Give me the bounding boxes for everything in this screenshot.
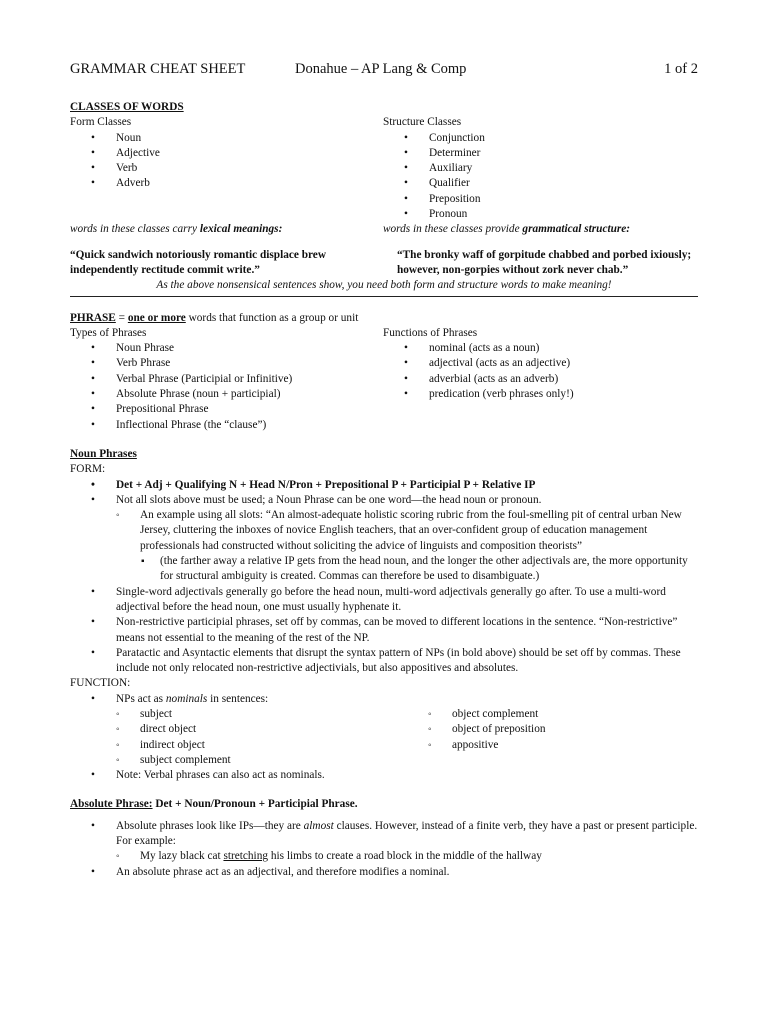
- list-item: • Note: Verbal phrases can also act as nominals.: [70, 768, 698, 783]
- example-underlined: stretching: [223, 850, 268, 863]
- note-bold: lexical meanings:: [199, 223, 283, 236]
- list-item: • Verb: [70, 161, 383, 176]
- quote-left: “Quick sandwich notoriously romantic displace brew independently rectitude commit write.”: [70, 248, 326, 276]
- phrase-types-column: [70, 326, 383, 433]
- sub-list: [70, 849, 698, 864]
- nonsense-quotes: [70, 248, 698, 279]
- form-label: FORM:: [70, 463, 106, 476]
- quote-right: “The bronky waff of gorpitude chabbed and porbed ixiously; however, non-gorpies without zork never chab.”: [397, 248, 692, 276]
- form-classes-note: [70, 222, 383, 237]
- list-item: • Single-word adjectivals generally go before the head noun, multi-word adjectivals generally go after. To use a multi-word adjectival before the head noun, one must usually hyphenate it.: [70, 585, 698, 616]
- list-item: • Noun Phrase: [70, 341, 383, 356]
- list-item: ◦ subject complement: [70, 753, 383, 768]
- list-item-text: in sentences:: [207, 692, 269, 705]
- phrase-types-list: [70, 341, 383, 433]
- noun-phrases-section: [70, 447, 698, 784]
- phrase-emphasis: one or more: [127, 311, 186, 324]
- absolute-phrase-section: [70, 797, 698, 879]
- spacer: [70, 433, 698, 447]
- sub-list: [70, 508, 698, 584]
- list-item: • Determiner: [383, 146, 698, 161]
- absolute-phrase-formula: Det + Noun/Pronoun + Participial Phrase.: [152, 798, 358, 811]
- nominal-roles-list-left: [70, 707, 383, 768]
- list-item: • Absolute Phrase (noun + participial): [70, 387, 383, 402]
- nominal-roles-right: [383, 707, 698, 768]
- function-label: FUNCTION:: [70, 677, 131, 690]
- nominal-roles-list-right: [383, 707, 698, 753]
- list-item: • Conjunction: [383, 131, 698, 146]
- spacer: [70, 192, 383, 223]
- classes-columns: [70, 115, 698, 237]
- list-item: [70, 692, 698, 707]
- list-item: • Inflectional Phrase (the “clause”): [70, 418, 383, 433]
- list-item: ◦ appositive: [383, 738, 698, 753]
- noun-phrase-function-note: [70, 768, 698, 783]
- list-item: • adverbial (acts as an adverb): [383, 372, 698, 387]
- form-classes-list: [70, 131, 383, 192]
- structure-classes-note: [383, 222, 698, 237]
- header-page-number: 1 of 2: [664, 61, 698, 77]
- list-item-text: Absolute phrases look like IPs—they are: [116, 819, 304, 832]
- page-header: [70, 60, 698, 78]
- phrase-functions-column: [383, 326, 698, 433]
- absolute-phrase-title: Absolute Phrase:: [70, 798, 153, 811]
- note-text: words in these classes carry: [70, 223, 200, 236]
- nominal-roles-columns: [70, 707, 698, 768]
- list-item: • Verbal Phrase (Participial or Infinitive): [70, 372, 383, 387]
- structure-classes-list: [383, 131, 698, 223]
- header-title: GRAMMAR CHEAT SHEET: [70, 61, 246, 77]
- noun-phrase-formula: • Det + Adj + Qualifying N + Head N/Pron + Prepositional P + Participial P + Relative IP: [70, 478, 698, 493]
- header-author: Donahue – AP Lang & Comp: [295, 61, 467, 77]
- list-item: [70, 508, 698, 584]
- example-text: his limbs to create a road block in the middle of the hallway: [268, 850, 542, 863]
- absolute-phrase-heading: [70, 797, 698, 812]
- note-text: words in these classes provide: [383, 223, 523, 236]
- list-item-italic: almost: [303, 819, 334, 832]
- list-item: • predication (verb phrases only!): [383, 387, 698, 402]
- phrase-title: PHRASE: [70, 311, 116, 324]
- phrase-rest: words that function as a group or unit: [185, 311, 359, 324]
- list-item: • Auxiliary: [383, 161, 698, 176]
- list-item: ▪ (the farther away a relative IP gets from the head noun, and the longer the other adjectivals are, the more opportunity for structural ambiguity is created. Commas can therefore be used to disambiguate.): [70, 554, 698, 585]
- list-item: • Non-restrictive participial phrases, set off by commas, can be moved to different locations in the sentence. “Non-restrictive” means not essential to the meaning of the rest of the NP.: [70, 615, 698, 646]
- list-item: • Verb Phrase: [70, 356, 383, 371]
- structure-classes-column: [383, 115, 698, 237]
- list-item: • Pronoun: [383, 207, 698, 222]
- list-item-italic: nominals: [165, 692, 208, 705]
- spacer: [70, 783, 698, 797]
- phrase-eq: =: [115, 311, 128, 324]
- absolute-phrase-list: [70, 819, 698, 880]
- list-item: • nominal (acts as a noun): [383, 341, 698, 356]
- classes-title: CLASSES OF WORDS: [70, 101, 184, 113]
- centered-note: As the above nonsensical sentences show, you need both form and structure words to make meaning!: [70, 278, 698, 296]
- noun-phrase-form-list: [70, 478, 698, 677]
- list-item: [70, 849, 698, 864]
- list-item: • An absolute phrase act as an adjectival, and therefore modifies a nominal.: [70, 865, 698, 880]
- phrase-types-label: Types of Phrases: [70, 326, 147, 339]
- list-item: ◦ object complement: [383, 707, 698, 722]
- classes-of-words-section: [70, 100, 698, 297]
- list-item-text: clauses. However, instead of a finite verb, they have a past or present participle. For example:: [116, 819, 698, 848]
- list-item: ◦ subject: [70, 707, 383, 722]
- list-item-text: Not all slots above must be used; a Noun Phrase can be one word—the head noun or pronoun.: [116, 493, 542, 506]
- form-classes-label: Form Classes: [70, 116, 132, 129]
- list-item: [70, 493, 698, 585]
- structure-classes-label: Structure Classes: [383, 116, 462, 129]
- form-classes-column: [70, 115, 383, 237]
- phrase-functions-label: Functions of Phrases: [383, 326, 478, 339]
- noun-phrases-title: Noun Phrases: [70, 447, 137, 460]
- list-item: • Adjective: [70, 146, 383, 161]
- spacer: [70, 238, 698, 248]
- noun-phrase-function-list: [70, 692, 698, 707]
- list-item-text: An example using all slots: “An almost-adequate holistic scoring rubric from the foul-smelling pit of central urban New Jersey, cluttering the inboxes of novice English teachers, that an over-confident group of education management professionals had constructed without soliciting the advice of linguists and composition theorists”: [140, 509, 682, 552]
- phrase-section: [70, 311, 698, 433]
- sub-sub-list: [70, 554, 698, 585]
- phrase-definition: [70, 311, 698, 326]
- list-item-text: NPs act as: [116, 692, 166, 705]
- nominal-roles-left: [70, 707, 383, 768]
- example-text: My lazy black cat: [140, 850, 224, 863]
- list-item: [70, 819, 698, 865]
- list-item: • Qualifier: [383, 176, 698, 191]
- list-item: • Prepositional Phrase: [70, 402, 383, 417]
- phrase-columns: [70, 326, 698, 433]
- list-item: ◦ indirect object: [70, 738, 383, 753]
- spacer: [70, 297, 698, 311]
- note-bold: grammatical structure:: [522, 223, 631, 236]
- phrase-functions-list: [383, 341, 698, 402]
- list-item: ◦ object of preposition: [383, 722, 698, 737]
- list-item: • Preposition: [383, 192, 698, 207]
- list-item: ◦ direct object: [70, 722, 383, 737]
- list-item: • adjectival (acts as an adjective): [383, 356, 698, 371]
- list-item: • Adverb: [70, 176, 383, 191]
- list-item: • Noun: [70, 131, 383, 146]
- list-item: • Paratactic and Asyntactic elements that disrupt the syntax pattern of NPs (in bold above) should be set off by commas. These include not only relocated non-restrictive adjectivials, but also appositives and absolutes.: [70, 646, 698, 677]
